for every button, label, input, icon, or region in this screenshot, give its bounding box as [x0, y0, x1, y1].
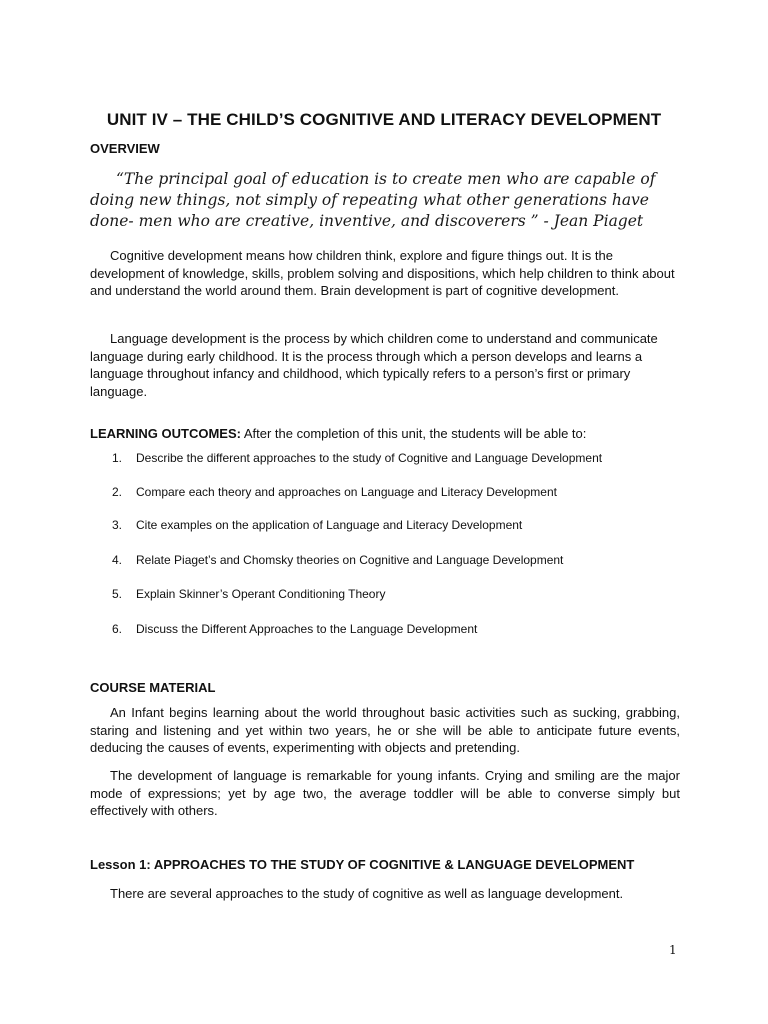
list-number: 6. [112, 622, 123, 636]
list-number: 5. [112, 587, 123, 601]
lesson1-paragraph [90, 885, 680, 903]
list-number: 2. [112, 485, 123, 499]
list-item-text: Cite examples on the application of Language and Literacy Development [136, 518, 523, 532]
learning-outcomes-intro: After the completion of this unit, the students will be able to: [240, 426, 587, 441]
paragraph-text: There are several approaches to the study of cognitive as well as language development. [110, 886, 624, 901]
list-item [112, 587, 385, 601]
paragraph-text: An Infant begins learning about the world throughout basic activities such as sucking, grabbing, staring and listening and yet within two years, he or she will be able to anticipate future events, deducing the causes of events, experimenting with objects and pretending. [90, 705, 680, 755]
course-material-heading: COURSE MATERIAL [90, 680, 216, 695]
learning-outcomes-line [90, 426, 586, 441]
list-item-text: Discuss the Different Approaches to the Language Development [136, 622, 478, 636]
course-material-paragraph-1 [90, 704, 680, 757]
list-item [112, 622, 477, 636]
list-item-text: Relate Piaget’s and Chomsky theories on Cognitive and Language Development [136, 553, 564, 567]
list-item [112, 518, 522, 532]
list-item-text: Describe the different approaches to the study of Cognitive and Language Development [136, 451, 603, 465]
course-material-paragraph-2 [90, 767, 680, 820]
lesson1-heading: Lesson 1: APPROACHES TO THE STUDY OF COGNITIVE & LANGUAGE DEVELOPMENT [90, 857, 635, 872]
overview-paragraph-1 [90, 247, 680, 300]
quote-text: “The principal goal of education is to create men who are capable of doing new things, not simply of repeating what other generations have done- men who are creative, inventive, and discoverers ” - Jean Piaget [90, 170, 656, 230]
list-item-text: Compare each theory and approaches on Language and Literacy Development [136, 485, 557, 499]
page-number: 1 [669, 943, 677, 957]
paragraph-text: The development of language is remarkable for young infants. Crying and smiling are the major mode of expressions; yet by age two, the average toddler will be able to converse simply but effectively with others. [90, 768, 680, 818]
list-number: 4. [112, 553, 123, 567]
overview-paragraph-2 [90, 330, 680, 400]
overview-heading: OVERVIEW [90, 141, 160, 156]
list-number: 3. [112, 518, 123, 532]
learning-outcomes-heading: LEARNING OUTCOMES: [90, 426, 241, 441]
list-item [112, 553, 563, 567]
paragraph-text: Language development is the process by which children come to understand and communicate language during early childhood. It is the process through which a person develops and learns a language throughout infancy and childhood, which typically refers to a person’s first or primary language. [90, 331, 658, 399]
paragraph-text: Cognitive development means how children think, explore and figure things out. It is the development of knowledge, skills, problem solving and dispositions, which help children to think about and understand the world around them. Brain development is part of cognitive development. [90, 248, 675, 298]
list-number: 1. [112, 451, 123, 465]
list-item-text: Explain Skinner’s Operant Conditioning Theory [136, 587, 386, 601]
piaget-quote [90, 169, 690, 232]
list-item [112, 485, 557, 499]
list-item [112, 451, 602, 465]
page-title: UNIT IV – THE CHILD’S COGNITIVE AND LITERACY DEVELOPMENT [106, 110, 662, 129]
